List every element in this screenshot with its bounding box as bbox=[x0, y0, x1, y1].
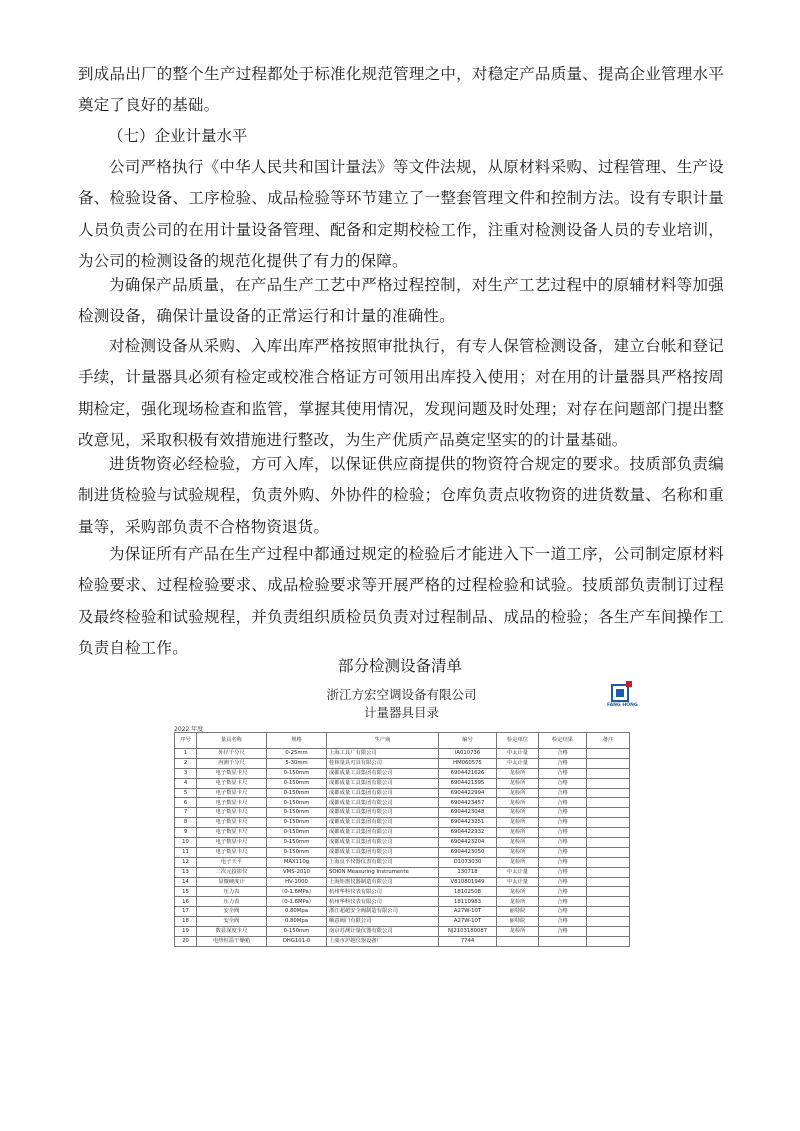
table-cell bbox=[587, 897, 630, 907]
table-cell: 12 bbox=[175, 857, 197, 867]
table-cell: 0-150mm bbox=[267, 828, 327, 838]
table-row bbox=[175, 798, 630, 808]
instrument-table bbox=[174, 732, 630, 947]
document-subtitle: 计量器具目录 bbox=[363, 705, 439, 720]
table-cell bbox=[587, 808, 630, 818]
table-cell: 成都成量工具集团有限公司 bbox=[327, 798, 439, 808]
table-cell bbox=[587, 907, 630, 917]
table-cell bbox=[587, 867, 630, 877]
table-cell: 0-150mm bbox=[267, 808, 327, 818]
table-cell: 成都成量工具集团有限公司 bbox=[327, 788, 439, 798]
table-cell: MAX110g bbox=[267, 857, 327, 867]
table-cell bbox=[587, 749, 630, 759]
column-header: 备注 bbox=[587, 733, 630, 749]
table-cell: 合格 bbox=[539, 788, 587, 798]
table-cell: 安全阀 bbox=[197, 917, 267, 927]
table-cell: 7 bbox=[175, 808, 197, 818]
table-cell: 中太计量 bbox=[497, 758, 539, 768]
column-header: 检定单位 bbox=[497, 733, 539, 749]
table-cell: 南京苏测计量仪器有限公司 bbox=[327, 927, 439, 937]
table-cell: 6904421595 bbox=[439, 778, 497, 788]
table-cell: 4 bbox=[175, 778, 197, 788]
table-cell: 5-30mm bbox=[267, 758, 327, 768]
scanned-document bbox=[170, 681, 638, 963]
table-cell: 6904423251 bbox=[439, 818, 497, 828]
table-cell: 合格 bbox=[539, 758, 587, 768]
table-cell: 合格 bbox=[539, 877, 587, 887]
table-cell bbox=[587, 818, 630, 828]
table-cell: 6904423457 bbox=[439, 798, 497, 808]
table-cell bbox=[587, 788, 630, 798]
table-row bbox=[175, 897, 630, 907]
table-cell: 龙检所 bbox=[497, 798, 539, 808]
table-cell: 18 bbox=[175, 917, 197, 927]
table-row bbox=[175, 818, 630, 828]
table-cell: 成都成量工具集团有限公司 bbox=[327, 778, 439, 788]
table-row bbox=[175, 838, 630, 848]
table-cell bbox=[587, 828, 630, 838]
table-cell: 上海矩惠仪器制造有限公司 bbox=[327, 877, 439, 887]
table-cell: 合格 bbox=[539, 917, 587, 927]
table-row bbox=[175, 749, 630, 759]
table-cell bbox=[587, 936, 630, 946]
table-cell: 0-150mm bbox=[267, 788, 327, 798]
table-cell: A27W-10T bbox=[439, 907, 497, 917]
table-cell: 合格 bbox=[539, 828, 587, 838]
logo-text: FANG HONG bbox=[607, 703, 638, 708]
table-row bbox=[175, 758, 630, 768]
company-logo bbox=[607, 684, 638, 714]
table-cell: 上海工具厂有限公司 bbox=[327, 749, 439, 759]
table-cell: 合格 bbox=[539, 798, 587, 808]
table-cell: DHG101-0 bbox=[267, 936, 327, 946]
table-cell: 龙检所 bbox=[497, 838, 539, 848]
table-cell: 成都成量工具集团有限公司 bbox=[327, 818, 439, 828]
table-cell: 合格 bbox=[539, 808, 587, 818]
table-cell: 压力表 bbox=[197, 897, 267, 907]
table-cell: 桂林量具刃具有限公司 bbox=[327, 758, 439, 768]
table-cell: A27W-10T bbox=[439, 917, 497, 927]
table-cell: 合格 bbox=[539, 749, 587, 759]
table-cell: 20 bbox=[175, 936, 197, 946]
table-cell: NJ2103180087 bbox=[439, 927, 497, 937]
paragraph-3: 为确保产品质量，在产品生产工艺中严格过程控制，对生产工艺过程中的原辅材料等加强检测设备，确保计量设备的正常运行和计量的准确性。 bbox=[78, 276, 724, 326]
table-cell: 电热恒温干燥箱 bbox=[197, 936, 267, 946]
table-row bbox=[175, 936, 630, 946]
table-cell bbox=[587, 768, 630, 778]
table-row bbox=[175, 847, 630, 857]
table-cell: 成都成量工具集团有限公司 bbox=[327, 768, 439, 778]
table-cell: 龙检所 bbox=[497, 927, 539, 937]
table-cell bbox=[497, 936, 539, 946]
table-cell: 9 bbox=[175, 828, 197, 838]
table-cell: 成都成量工具集团有限公司 bbox=[327, 828, 439, 838]
table-cell: 合格 bbox=[539, 857, 587, 867]
column-header: 序号 bbox=[175, 733, 197, 749]
table-cell: 龙检所 bbox=[497, 788, 539, 798]
table-cell: 成都成量工具集团有限公司 bbox=[327, 808, 439, 818]
logo-mark-icon bbox=[611, 684, 629, 702]
table-cell: 0-150mm bbox=[267, 798, 327, 808]
table-cell: 6904422932 bbox=[439, 828, 497, 838]
table-cell: 0-150mm bbox=[267, 838, 327, 848]
table-cell: 中太计量 bbox=[497, 877, 539, 887]
table-cell: HV-1000 bbox=[267, 877, 327, 887]
table-cell bbox=[587, 778, 630, 788]
column-header: 生产商 bbox=[327, 733, 439, 749]
table-caption: 部分检测设备清单 bbox=[337, 657, 462, 675]
table-cell: 0-150mm bbox=[267, 847, 327, 857]
table-cell: 0-150mm bbox=[267, 818, 327, 828]
table-cell: 龙检所 bbox=[497, 847, 539, 857]
column-header: 规格 bbox=[267, 733, 327, 749]
table-cell: 10 bbox=[175, 838, 197, 848]
table-cell: 电子天平 bbox=[197, 857, 267, 867]
table-cell: 17 bbox=[175, 907, 197, 917]
table-cell: 1 bbox=[175, 749, 197, 759]
table-cell: 龙检所 bbox=[497, 857, 539, 867]
column-header: 检定结果 bbox=[539, 733, 587, 749]
table-row bbox=[175, 867, 630, 877]
table-cell: 2 bbox=[175, 758, 197, 768]
table-cell: 8 bbox=[175, 818, 197, 828]
table-cell: 6904422994 bbox=[439, 788, 497, 798]
table-header-row bbox=[175, 733, 630, 749]
table-cell bbox=[587, 917, 630, 927]
table-cell bbox=[587, 758, 630, 768]
table-cell: 内测千分尺 bbox=[197, 758, 267, 768]
table-cell: 合格 bbox=[539, 897, 587, 907]
table-cell: 18110983 bbox=[439, 897, 497, 907]
table-cell: 杭州华科仪表有限公司 bbox=[327, 897, 439, 907]
table-cell: 合格 bbox=[539, 818, 587, 828]
table-cell bbox=[587, 857, 630, 867]
table-cell: 合格 bbox=[539, 887, 587, 897]
table-cell: 龙检所 bbox=[497, 818, 539, 828]
table-cell: 龙检所 bbox=[497, 808, 539, 818]
table-cell: 0-25mm bbox=[267, 749, 327, 759]
table-cell: 合格 bbox=[539, 847, 587, 857]
table-cell: 成都成量工具集团有限公司 bbox=[327, 847, 439, 857]
table-cell: 二次元投影仪 bbox=[197, 867, 267, 877]
table-row bbox=[175, 857, 630, 867]
column-header: 量具名称 bbox=[197, 733, 267, 749]
table-cell: 电子数显卡尺 bbox=[197, 788, 267, 798]
table-cell: 丽特院 bbox=[497, 907, 539, 917]
table-cell: 龙检所 bbox=[497, 828, 539, 838]
table-cell: （0-1.6MPa） bbox=[267, 897, 327, 907]
table-cell: 0-150mm bbox=[267, 768, 327, 778]
table-cell: 19 bbox=[175, 927, 197, 937]
table-cell: 中太计量 bbox=[497, 749, 539, 759]
table-cell: 15 bbox=[175, 887, 197, 897]
table-cell: D1073030 bbox=[439, 857, 497, 867]
table-cell: 电子数显卡尺 bbox=[197, 818, 267, 828]
section-heading: （七）企业计量水平 bbox=[108, 127, 248, 145]
table-cell: 浙江超超安全阀制造有限公司 bbox=[327, 907, 439, 917]
table-cell: 5 bbox=[175, 788, 197, 798]
table-cell: 电子数显卡尺 bbox=[197, 828, 267, 838]
table-cell: 18102508 bbox=[439, 887, 497, 897]
table-cell: 合格 bbox=[539, 907, 587, 917]
table-cell: 显微硬度计 bbox=[197, 877, 267, 887]
table-cell: 6904423048 bbox=[439, 808, 497, 818]
table-cell: 6904423204 bbox=[439, 838, 497, 848]
table-cell bbox=[587, 798, 630, 808]
table-cell bbox=[587, 838, 630, 848]
table-cell: 上虞市沪越仪器设备厂 bbox=[327, 936, 439, 946]
table-cell: 0-150mm bbox=[267, 927, 327, 937]
table-cell: 电子数显卡尺 bbox=[197, 847, 267, 857]
table-cell: 14 bbox=[175, 877, 197, 887]
table-cell: 合格 bbox=[539, 778, 587, 788]
table-cell: 外径千分尺 bbox=[197, 749, 267, 759]
table-cell: V810801949 bbox=[439, 877, 497, 887]
table-cell: 0-150mm bbox=[267, 778, 327, 788]
table-cell: 龙检所 bbox=[497, 768, 539, 778]
table-row bbox=[175, 808, 630, 818]
table-cell: 电子数显卡尺 bbox=[197, 808, 267, 818]
table-cell: 龙检所 bbox=[497, 897, 539, 907]
table-row bbox=[175, 778, 630, 788]
table-cell: 顺意阀门有限公司 bbox=[327, 917, 439, 927]
table-cell bbox=[539, 936, 587, 946]
table-row bbox=[175, 907, 630, 917]
paragraph-2: 公司严格执行《中华人民共和国计量法》等文件法规，从原材料采购、过程管理、生产设备、检验设备、工序检验、成品检验等环节建立了一整套管理文件和控制方法。设有专职计量人员负责公司的在用计量设备管理、配备和定期校检工作，注重对检测设备人员的专业培训，为公司的检测设备的规范化提供了有力的保障。 bbox=[78, 158, 724, 270]
table-cell: 成都成量工具集团有限公司 bbox=[327, 838, 439, 848]
table-cell bbox=[587, 927, 630, 937]
table-cell: 杭州华科仪表有限公司 bbox=[327, 887, 439, 897]
year-label: 2022 年度 bbox=[174, 726, 204, 733]
paragraph-5: 进货物资必经检验，方可入库，以保证供应商提供的物资符合规定的要求。技质部负责编制进货检验与试验规程，负责外购、外协件的检验；仓库负责点收物资的进货数量、名称和重量等，采购部负责不合格物资退货。 bbox=[78, 455, 724, 536]
table-row bbox=[175, 927, 630, 937]
table-row bbox=[175, 768, 630, 778]
company-name: 浙江方宏空调设备有限公司 bbox=[326, 687, 477, 702]
table-cell: 合格 bbox=[539, 867, 587, 877]
table-cell: 安全阀 bbox=[197, 907, 267, 917]
table-cell: 电子数显卡尺 bbox=[197, 798, 267, 808]
table-cell: 16 bbox=[175, 897, 197, 907]
paragraph-6: 为保证所有产品在生产过程中都通过规定的检验后才能进入下一道工序，公司制定原材料检验要求、过程检验要求、成品检验要求等开展严格的过程检验和试验。技质部负责制订过程及最终检验和试验规程，并负责组织质检员负责对过程制品、成品的检验；各生产车间操作工负责自检工作。 bbox=[78, 545, 724, 657]
table-cell: 合格 bbox=[539, 838, 587, 848]
column-header: 编号 bbox=[439, 733, 497, 749]
table-cell bbox=[587, 887, 630, 897]
table-cell bbox=[587, 847, 630, 857]
table-cell: IA010736 bbox=[439, 749, 497, 759]
table-cell bbox=[587, 877, 630, 887]
table-row bbox=[175, 877, 630, 887]
table-cell: 电子数显卡尺 bbox=[197, 778, 267, 788]
table-cell: HM060575 bbox=[439, 758, 497, 768]
table-cell: 合格 bbox=[539, 927, 587, 937]
table-cell: 6 bbox=[175, 798, 197, 808]
table-cell: 丽特院 bbox=[497, 917, 539, 927]
table-row bbox=[175, 887, 630, 897]
table-cell: 6904423050 bbox=[439, 847, 497, 857]
table-row bbox=[175, 788, 630, 798]
table-row bbox=[175, 917, 630, 927]
table-cell: （0-1.6MPa） bbox=[267, 887, 327, 897]
table-cell: 11 bbox=[175, 847, 197, 857]
table-cell: 电子数显卡尺 bbox=[197, 838, 267, 848]
table-cell: 压力表 bbox=[197, 887, 267, 897]
table-cell: SOKIN Measuring Instrumente bbox=[327, 867, 439, 877]
table-cell: 6904421626 bbox=[439, 768, 497, 778]
table-cell: 7744 bbox=[439, 936, 497, 946]
table-cell: 中太计量 bbox=[497, 867, 539, 877]
table-cell: 电子数显卡尺 bbox=[197, 768, 267, 778]
table-cell: 上海良平仪器仪表有限公司 bbox=[327, 857, 439, 867]
paragraph-4: 对检测设备从采购、入库出库严格按照审批执行，有专人保管检测设备，建立台帐和登记手续，计量器具必须有检定或校准合格证方可领用出库投入使用；对在用的计量器具严格按周期检定，强化现场检查和监管，掌握其使用情况，发现问题及时处理；对存在问题部门提出整改意见，采取积极有效措施进行整改，为生产优质产品奠定坚实的的计量基础。 bbox=[78, 337, 724, 449]
table-cell: 0.80Mpa bbox=[267, 907, 327, 917]
table-cell: 130718 bbox=[439, 867, 497, 877]
table-row bbox=[175, 828, 630, 838]
table-cell: 合格 bbox=[539, 768, 587, 778]
table-cell: VMS-2010 bbox=[267, 867, 327, 877]
table-cell: 0.80Mpa bbox=[267, 917, 327, 927]
table-cell: 3 bbox=[175, 768, 197, 778]
table-cell: 龙检所 bbox=[497, 778, 539, 788]
table-cell: 13 bbox=[175, 867, 197, 877]
table-cell: 龙检所 bbox=[497, 887, 539, 897]
table-cell: 数显深度卡尺 bbox=[197, 927, 267, 937]
paragraph-1: 到成品出厂的整个生产过程都处于标准化规范管理之中，对稳定产品质量、提高企业管理水平奠定了良好的基础。 bbox=[78, 65, 724, 115]
